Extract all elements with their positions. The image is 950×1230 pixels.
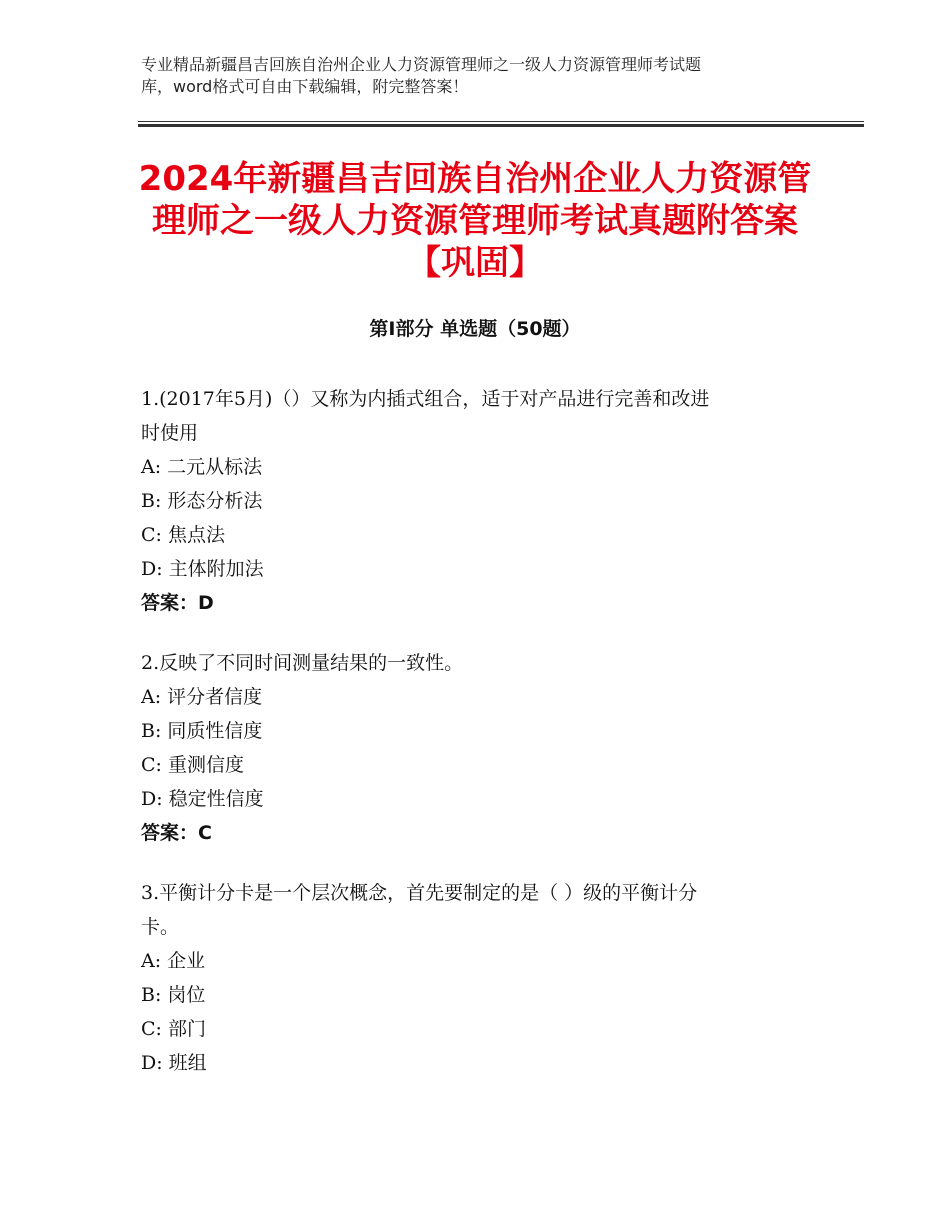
document-title: [120, 158, 830, 284]
question-stem: 1.(2017年5月)（）又称为内插式组合，适于对产品进行完善和改进: [141, 388, 710, 410]
option-a: A: 评分者信度: [141, 686, 263, 708]
question-stem-continued: 卡。: [141, 916, 180, 938]
section-heading: 第Ⅰ部分 单选题（50题）: [369, 318, 581, 340]
option-b: B: 同质性信度: [141, 720, 263, 742]
answer: 答案：C: [141, 822, 212, 844]
header-divider-thin: [138, 121, 864, 122]
option-c: C: 部门: [141, 1018, 206, 1040]
question-list: [141, 382, 821, 1106]
option-d: D: 班组: [141, 1052, 207, 1074]
option-c: C: 焦点法: [141, 524, 225, 546]
question-3: [141, 876, 821, 1080]
option-d: D: 稳定性信度: [141, 788, 264, 810]
question-2: [141, 646, 821, 850]
header-note-line-2: 库，word格式可自由下载编辑，附完整答案！: [141, 77, 469, 96]
title-line-3: 【巩固】: [407, 243, 543, 283]
option-a: A: 企业: [141, 950, 206, 972]
option-d: D: 主体附加法: [141, 558, 264, 580]
question-1: [141, 382, 821, 620]
header-note: [141, 54, 801, 98]
answer: 答案：D: [141, 592, 214, 614]
title-line-1: 2024年新疆昌吉回族自治州企业人力资源管: [138, 159, 812, 199]
option-b: B: 岗位: [141, 984, 206, 1006]
question-stem: 2.反映了不同时间测量结果的一致性。: [141, 652, 464, 674]
title-line-2: 理师之一级人力资源管理师考试真题附答案: [152, 201, 798, 241]
header-note-line-1: 专业精品新疆昌吉回族自治州企业人力资源管理师之一级人力资源管理师考试题: [141, 55, 702, 74]
question-stem: 3.平衡计分卡是一个层次概念，首先要制定的是（ ）级的平衡计分: [141, 882, 698, 904]
option-b: B: 形态分析法: [141, 490, 263, 512]
option-c: C: 重测信度: [141, 754, 244, 776]
header-divider-thick: [138, 124, 864, 127]
question-stem-continued: 时使用: [141, 422, 199, 444]
option-a: A: 二元从标法: [141, 456, 263, 478]
